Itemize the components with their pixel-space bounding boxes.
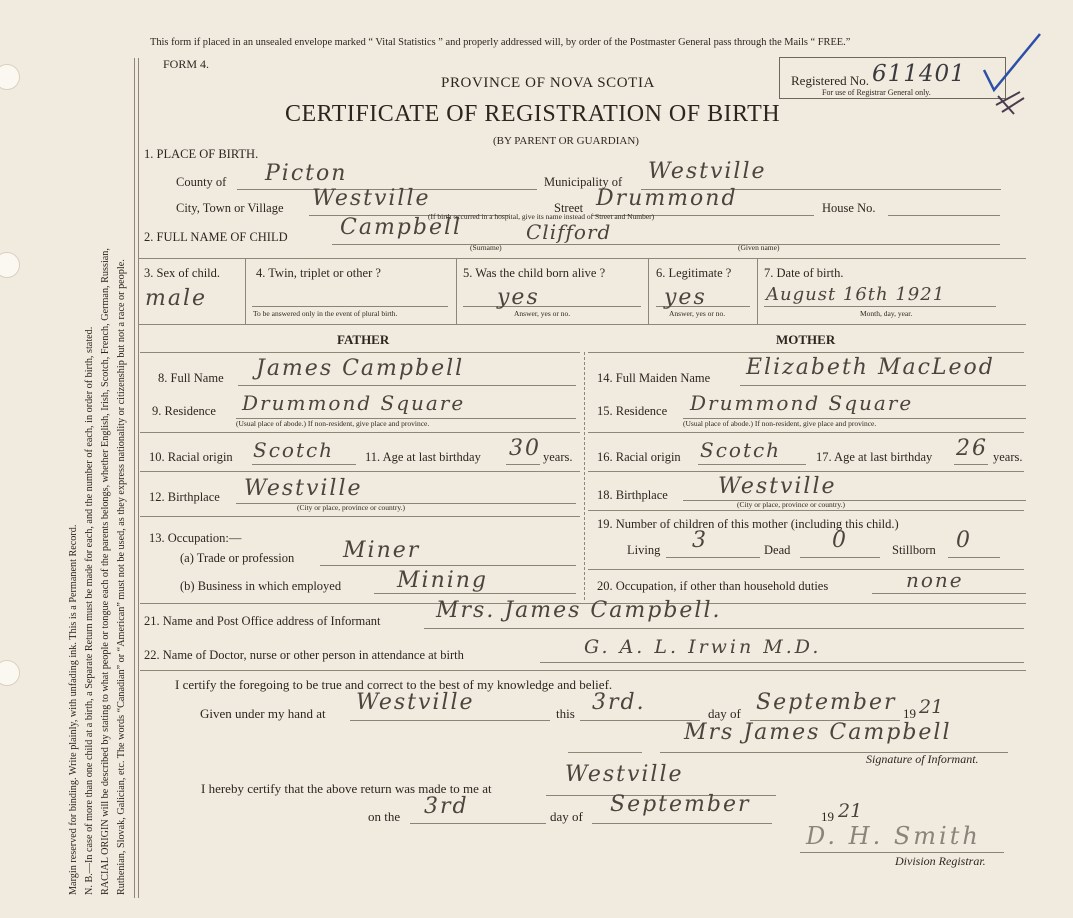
- dob-line: [764, 306, 996, 307]
- registered-number: 611401: [872, 61, 966, 87]
- mother-name-label: 14. Full Maiden Name: [597, 371, 711, 385]
- informant-label: 21. Name and Post Office address of Informant: [144, 614, 381, 628]
- mother-living-line: [666, 557, 760, 558]
- father-residence-label: 9. Residence: [152, 404, 216, 418]
- province-heading: PROVINCE OF NOVA SCOTIA: [441, 75, 655, 91]
- col-divider-3: [648, 258, 649, 324]
- margin-note-multiple-births: N. B.—In case of more than one child at a birth, a Separate Return must be made for each, and the number of each, in order of birth, stated.: [84, 326, 95, 895]
- hospital-note: (If birth occurred in a hospital, give its name instead of Street and Number): [428, 212, 655, 221]
- registrar-month-line: [592, 823, 772, 824]
- registrar-signature-line: [800, 852, 1004, 853]
- alive-caption: Answer, yes or no.: [514, 309, 571, 318]
- on-the-label: on the: [368, 809, 401, 824]
- registrar-day-of-label: day of: [550, 809, 583, 824]
- father-age-value: 30: [509, 436, 541, 461]
- divider-after-racial-m: [588, 471, 1024, 472]
- mother-birthplace-caption: (City or place, province or country.): [737, 500, 846, 509]
- given-name-caption: (Given name): [738, 243, 780, 252]
- place-of-birth-label: 1. PLACE OF BIRTH.: [144, 147, 259, 161]
- doctor-value: G. A. L. Irwin M.D.: [584, 636, 822, 658]
- father-trade-value: Miner: [343, 538, 421, 563]
- mother-dead-line: [800, 557, 880, 558]
- mother-dead-label: Dead: [764, 543, 791, 557]
- form-number: FORM 4.: [163, 57, 210, 71]
- father-racial-value: Scotch: [253, 438, 335, 462]
- mother-residence-label: 15. Residence: [597, 404, 668, 418]
- municipality-label: Municipality of: [544, 175, 623, 189]
- sex-label: 3. Sex of child.: [144, 266, 221, 280]
- father-business-label: (b) Business in which employed: [180, 579, 342, 593]
- registrar-year-value: 21: [838, 800, 863, 822]
- father-heading: FATHER: [337, 332, 390, 347]
- city-value: Westville: [312, 186, 431, 211]
- mother-age-line: [954, 464, 988, 465]
- dob-value: August 16th 1921: [766, 284, 946, 305]
- mother-racial-value: Scotch: [700, 438, 782, 462]
- given-under-label: Given under my hand at: [200, 706, 326, 721]
- county-label: County of: [176, 175, 227, 189]
- month-value: September: [756, 690, 897, 715]
- left-border-line: [134, 58, 135, 898]
- mother-children-label: 19. Number of children of this mother (including this child.): [597, 517, 899, 531]
- mother-heading: MOTHER: [776, 332, 836, 347]
- father-trade-label: (a) Trade or profession: [180, 551, 295, 565]
- father-birthplace-value: Westville: [244, 476, 363, 501]
- father-name-value: James Campbell: [256, 356, 465, 381]
- father-business-line: [374, 593, 576, 594]
- year-value: 21: [919, 696, 944, 718]
- father-residence-caption: (Usual place of abode.) If non-resident, give place and province.: [236, 419, 430, 428]
- mother-age-label: 17. Age at last birthday: [816, 450, 933, 464]
- dob-label: 7. Date of birth.: [764, 266, 844, 280]
- this-day-value: 3rd.: [592, 690, 646, 715]
- row-divider-top: [138, 258, 1026, 259]
- child-surname-value: Campbell: [340, 215, 463, 240]
- mother-name-line: [740, 385, 1026, 386]
- twin-line: [252, 306, 448, 307]
- registrar-place-value: Westville: [565, 762, 684, 787]
- col-divider-2: [456, 258, 457, 324]
- father-business-value: Mining: [397, 568, 489, 593]
- alive-line: [463, 306, 641, 307]
- postal-notice: This form if placed in an unsealed envelope marked “ Vital Statistics ” and properly addressed will, by order of the Postmaster General pass through the Mails “ FREE.”: [150, 37, 851, 48]
- city-label: City, Town or Village: [176, 201, 284, 215]
- margin-note-racial-origin-cont: Ruthenian, Slovak, Galician, etc. The words “Canadian” or “American” must not be used, as they express nationality or citizenship but not a race or people.: [116, 259, 127, 895]
- registrar-year-prefix: 19: [821, 809, 834, 824]
- mother-residence-value: Drummond Square: [690, 391, 914, 415]
- father-birthplace-label: 12. Birthplace: [149, 490, 220, 504]
- father-heading-rule: [140, 352, 580, 353]
- street-label: Street: [554, 201, 584, 215]
- father-name-label: 8. Full Name: [158, 371, 224, 385]
- legitimate-caption: Answer, yes or no.: [669, 309, 726, 318]
- this-label: this: [556, 706, 575, 721]
- alive-value: yes: [497, 285, 540, 310]
- informant-value: Mrs. James Campbell.: [436, 598, 722, 623]
- divider-after-birthplace-f: [140, 516, 580, 517]
- mother-stillborn-label: Stillborn: [892, 543, 936, 557]
- given-place-line: [350, 720, 550, 721]
- father-mother-divider: [584, 352, 585, 600]
- mother-racial-label: 16. Racial origin: [597, 450, 681, 464]
- signature-caption: Signature of Informant.: [866, 752, 979, 766]
- father-trade-line: [320, 565, 576, 566]
- mother-age-value: 26: [956, 436, 988, 461]
- mother-stillborn-line: [948, 557, 1000, 558]
- legitimate-value: yes: [664, 285, 707, 310]
- father-racial-label: 10. Racial origin: [149, 450, 233, 464]
- row-divider-bottom: [138, 324, 1026, 325]
- mother-living-value: 3: [692, 528, 708, 553]
- father-birthplace-line: [236, 503, 576, 504]
- margin-note-binding: Margin reserved for binding. Write plainly, with unfading ink. This is a Permanent Record.: [68, 524, 79, 895]
- legitimate-label: 6. Legitimate ?: [656, 266, 732, 280]
- signature-left-rule: [568, 752, 642, 753]
- mother-dead-value: 0: [832, 528, 848, 553]
- divider-after-residence-f: [140, 432, 580, 433]
- street-value: Drummond: [596, 186, 738, 211]
- registrar-month-value: September: [610, 792, 751, 817]
- father-name-line: [238, 385, 576, 386]
- divider-after-doctor: [140, 670, 1026, 671]
- checkmark-icon: [980, 32, 1050, 127]
- sex-value: male: [145, 286, 208, 311]
- registrar-statement: I hereby certify that the above return was made to me at: [201, 781, 492, 796]
- house-number-label: House No.: [822, 201, 876, 215]
- this-line: [580, 720, 700, 721]
- dob-caption: Month, day, year.: [860, 309, 913, 318]
- mother-living-label: Living: [627, 543, 661, 557]
- father-years-label: years.: [543, 450, 573, 464]
- mother-occupation-label: 20. Occupation, if other than household duties: [597, 579, 829, 593]
- doctor-label: 22. Name of Doctor, nurse or other person in attendance at birth: [144, 648, 464, 662]
- mother-birthplace-line: [683, 500, 1026, 501]
- father-age-line: [506, 464, 540, 465]
- doctor-line: [540, 662, 1024, 663]
- registered-label: Registered No.: [791, 73, 869, 88]
- twin-caption: To be answered only in the event of plural birth.: [253, 309, 398, 318]
- county-value: Picton: [265, 161, 348, 186]
- margin-note-racial-origin: RACIAL ORIGIN will be described by stating to what people or tongue each of the parents belongs, whether English, Irish, Scotch, French, German, Russian,: [100, 248, 111, 895]
- mother-occupation-line: [872, 593, 1026, 594]
- registrar-day-value: 3rd: [424, 794, 469, 819]
- col-divider-1: [245, 258, 246, 324]
- mother-racial-line: [698, 464, 806, 465]
- surname-caption: (Surname): [470, 243, 502, 252]
- father-birthplace-caption: (City or place, province or country.): [297, 503, 406, 512]
- mother-name-value: Elizabeth MacLeod: [746, 355, 995, 380]
- mother-years-label: years.: [993, 450, 1023, 464]
- divider-after-racial-f: [140, 471, 580, 472]
- registered-note: For use of Registrar General only.: [822, 88, 931, 97]
- divider-after-residence-m: [588, 432, 1024, 433]
- day-of-label: day of: [708, 706, 741, 721]
- certify-statement: I certify the foregoing to be true and correct to the best of my knowledge and belief.: [175, 677, 613, 692]
- col-divider-4: [757, 258, 758, 324]
- registrar-day-line: [410, 823, 546, 824]
- mother-birthplace-label: 18. Birthplace: [597, 488, 668, 502]
- father-age-label: 11. Age at last birthday: [365, 450, 481, 464]
- mother-stillborn-value: 0: [956, 528, 972, 553]
- alive-label: 5. Was the child born alive ?: [463, 266, 606, 280]
- certificate-subtitle: (BY PARENT OR GUARDIAN): [493, 135, 639, 147]
- twin-label: 4. Twin, triplet or other ?: [256, 266, 381, 280]
- year-prefix: 19: [903, 706, 916, 721]
- given-place-value: Westville: [356, 690, 475, 715]
- divider-after-birthplace-m: [588, 510, 1024, 511]
- registrar-caption: Division Registrar.: [895, 854, 986, 868]
- informant-signature: Mrs James Campbell: [684, 720, 952, 745]
- child-name-line: [332, 244, 1000, 245]
- mother-occupation-value: none: [906, 568, 964, 592]
- house-number-line: [888, 215, 1000, 216]
- child-given-value: Clifford: [526, 220, 612, 244]
- left-border-line-inner: [138, 58, 139, 898]
- father-residence-value: Drummond Square: [242, 391, 466, 415]
- registrar-signature: D. H. Smith: [806, 822, 981, 850]
- child-name-label: 2. FULL NAME OF CHILD: [144, 230, 288, 244]
- municipality-value: Westville: [648, 159, 767, 184]
- father-occupation-label: 13. Occupation:—: [149, 531, 242, 545]
- mother-heading-rule: [588, 352, 1024, 353]
- father-racial-line: [252, 464, 356, 465]
- informant-line: [424, 628, 1024, 629]
- mother-residence-caption: (Usual place of abode.) If non-resident, give place and province.: [683, 419, 877, 428]
- mother-birthplace-value: Westville: [718, 474, 837, 499]
- certificate-title: CERTIFICATE OF REGISTRATION OF BIRTH: [285, 101, 781, 127]
